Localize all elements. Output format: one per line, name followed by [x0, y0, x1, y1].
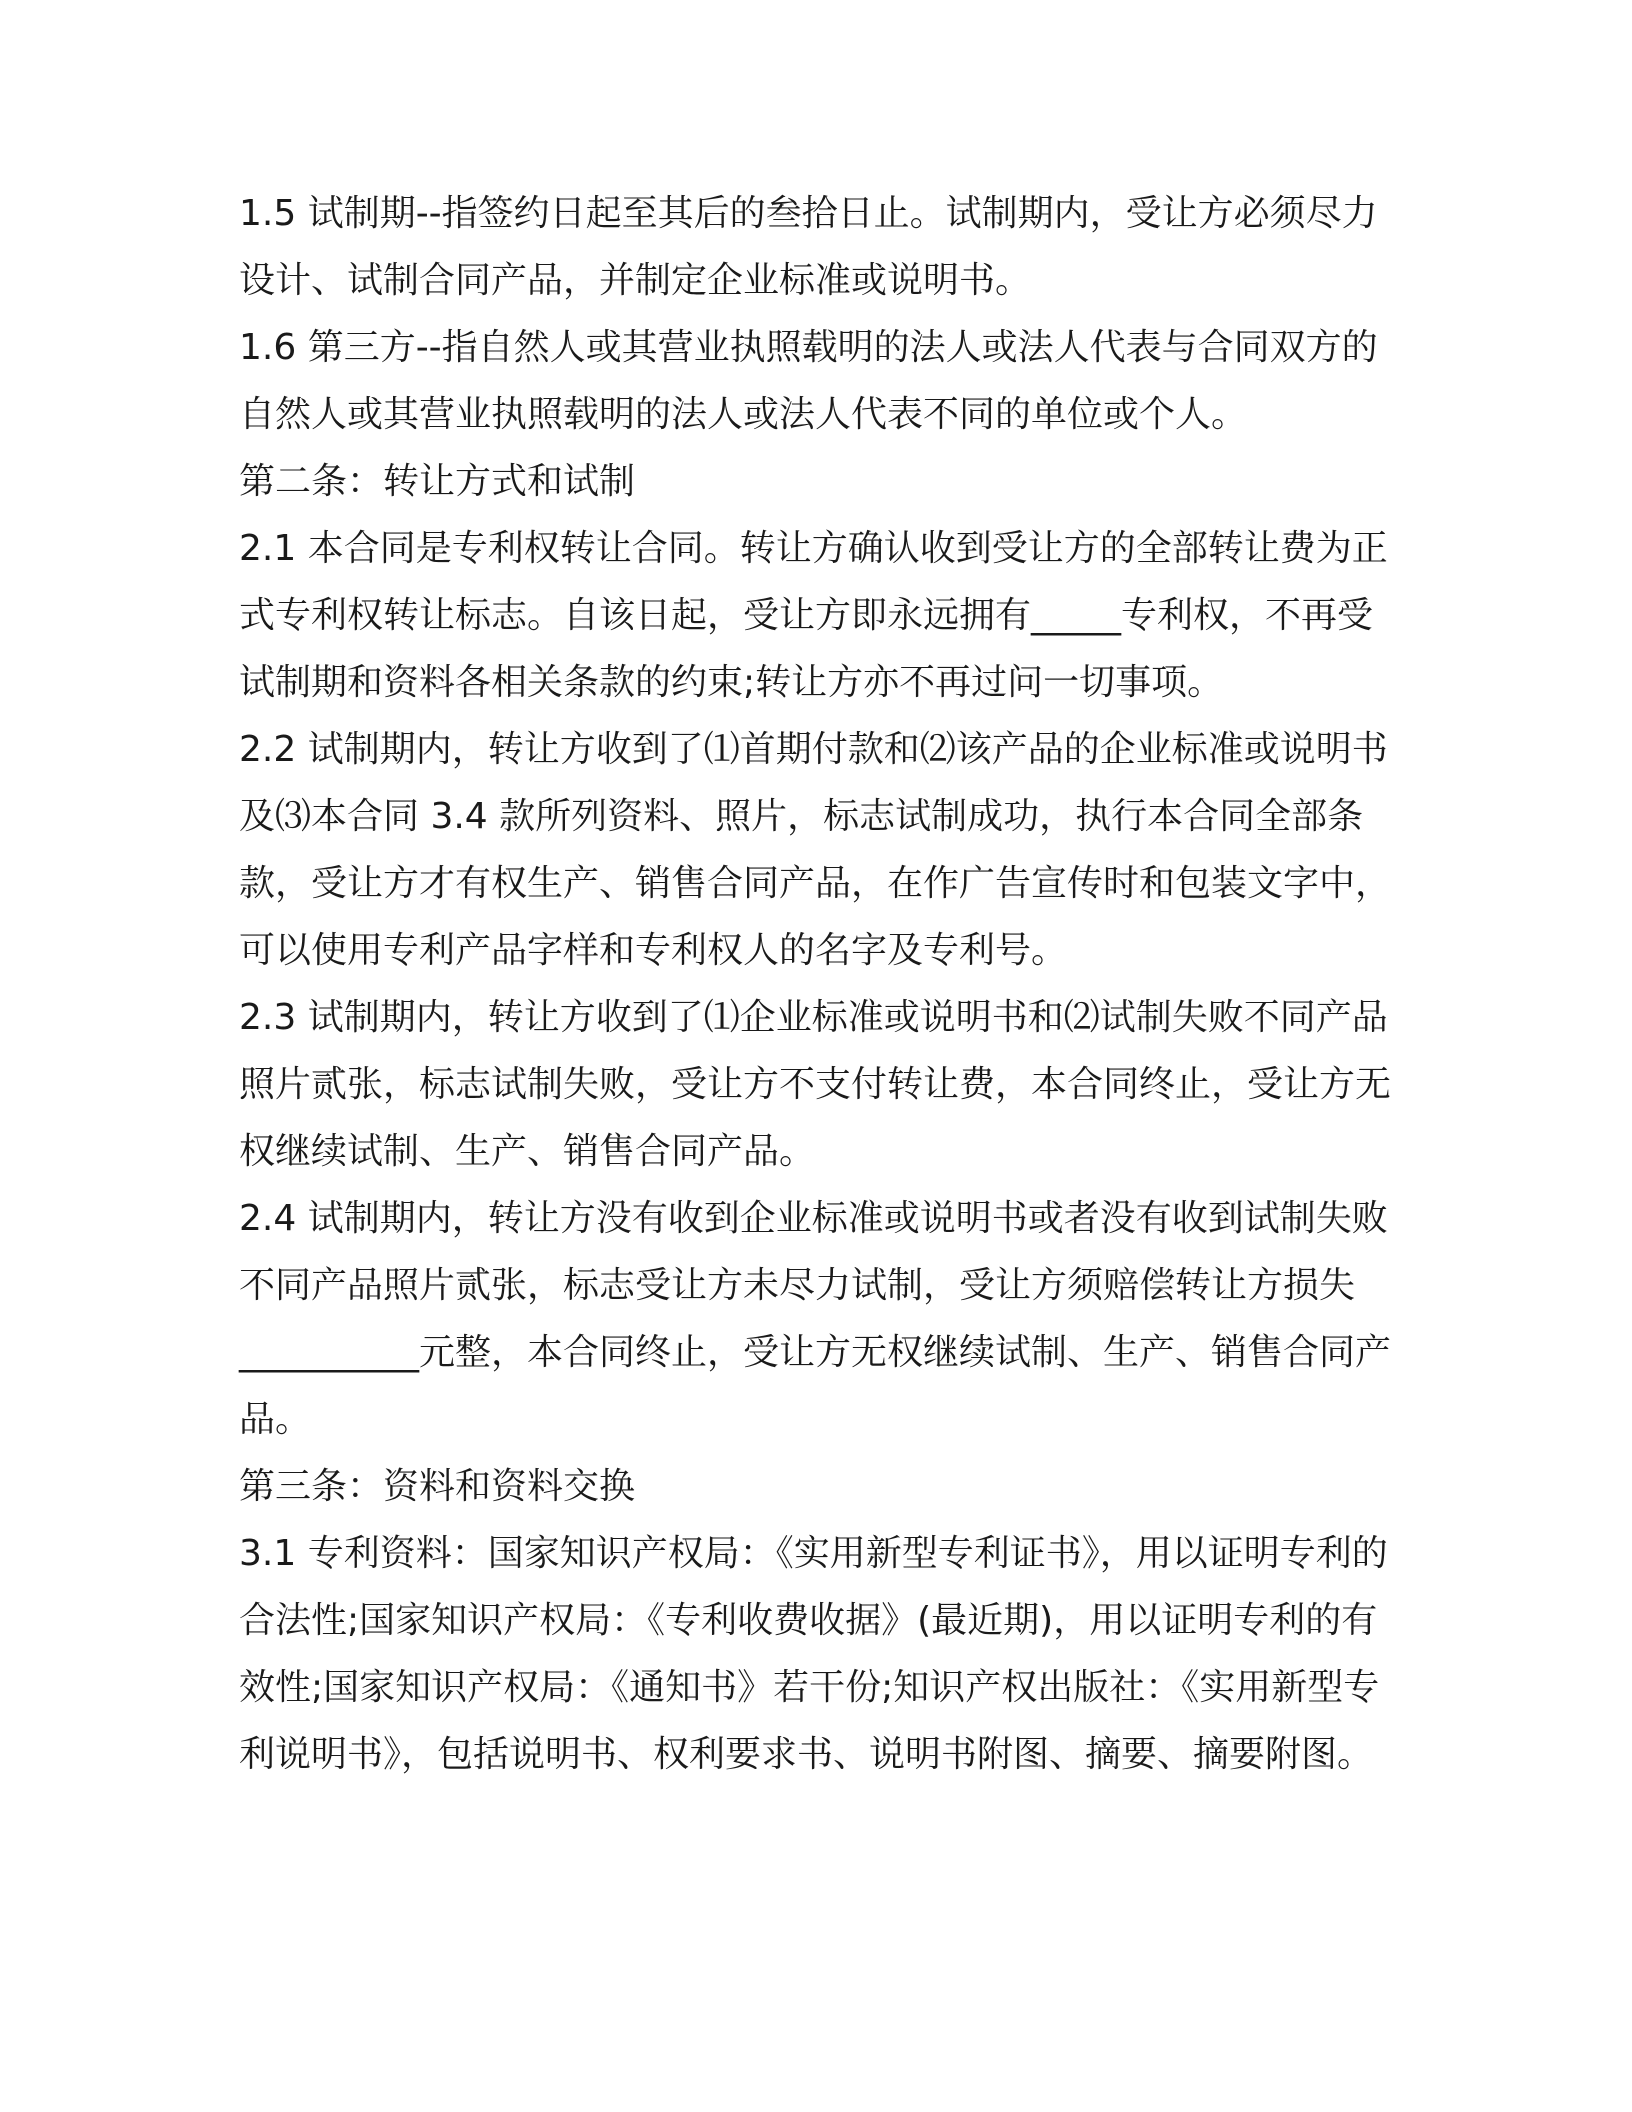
clause-2-1: 2.1 本合同是专利权转让合同。转让方确认收到受让方的全部转让费为正式专利权转让标志。自该日起，受让方即永远拥有_____专利权，不再受试制期和资料各相关条款的约束;转让方亦不再过问一切事项。: [239, 528, 1388, 703]
article-3-heading: 第三条：资料和资料交换: [239, 1466, 636, 1507]
document-body: [239, 180, 1399, 1788]
clause-3-1: 3.1 专利资料：国家知识产权局：《实用新型专利证书》，用以证明专利的合法性;国家知识产权局：《专利收费收据》(最近期)，用以证明专利的有效性;国家知识产权局：《通知书》若干份;知识产权出版社：《实用新型专利说明书》，包括说明书、权利要求书、说明书附图、摘要、摘要附图。: [239, 1533, 1388, 1775]
clause-1-5: 1.5 试制期--指签约日起至其后的叁拾日止。试制期内，受让方必须尽力设计、试制合同产品，并制定企业标准或说明书。: [239, 193, 1378, 301]
clause-2-4: 2.4 试制期内，转让方没有收到企业标准或说明书或者没有收到试制失败不同产品照片贰张，标志受让方未尽力试制，受让方须赔偿转让方损失__________元整，本合同终止，受让方无权继续试制、生产、销售合同产品。: [239, 1198, 1392, 1440]
article-2-heading: 第二条：转让方式和试制: [239, 461, 636, 502]
clause-1-6: 1.6 第三方--指自然人或其营业执照载明的法人或法人代表与合同双方的自然人或其营业执照载明的法人或法人代表不同的单位或个人。: [239, 327, 1378, 435]
clause-2-2: 2.2 试制期内，转让方收到了⑴首期付款和⑵该产品的企业标准或说明书及⑶本合同 3.4 款所列资料、照片，标志试制成功，执行本合同全部条款，受让方才有权生产、销售合同产品，在作广告宣传时和包装文字中，可以使用专利产品字样和专利权人的名字及专利号。: [239, 729, 1392, 971]
clause-2-3: 2.3 试制期内，转让方收到了⑴企业标准或说明书和⑵试制失败不同产品照片贰张，标志试制失败，受让方不支付转让费，本合同终止，受让方无权继续试制、生产、销售合同产品。: [239, 997, 1392, 1172]
